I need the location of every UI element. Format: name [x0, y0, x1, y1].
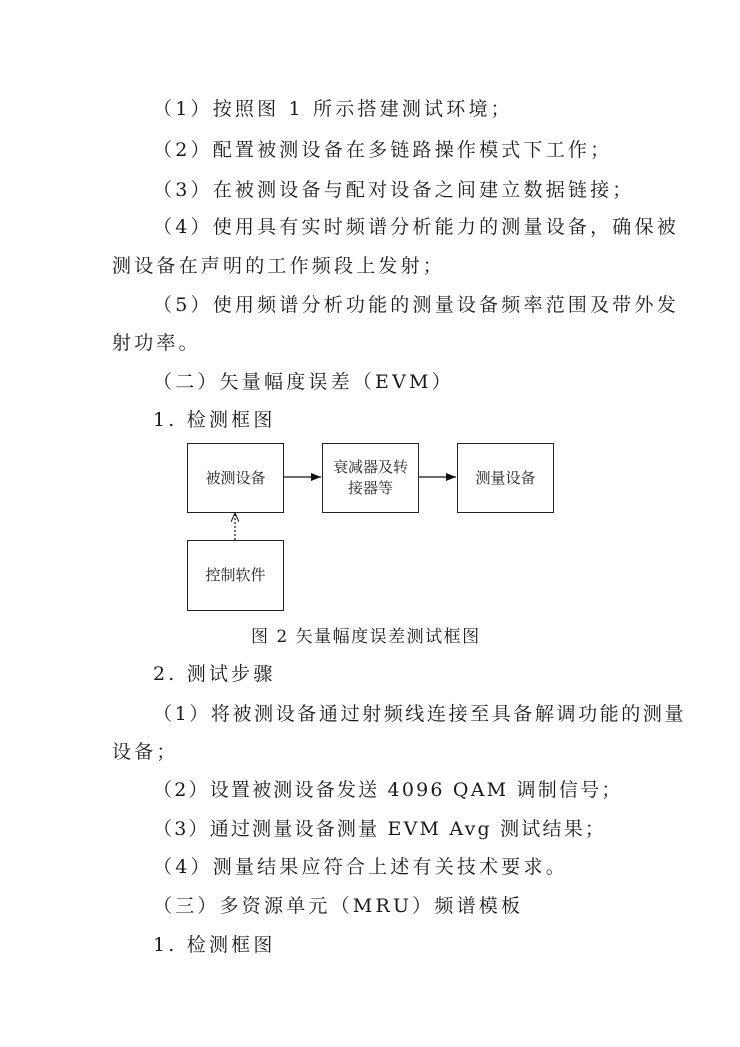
evm-step-4: （4）测量结果应符合上述有关技术要求。: [153, 856, 568, 878]
evm-step-3: （3）通过测量设备测量 EVM Avg 测试结果；: [153, 818, 607, 840]
subheading-block-diagram-2: 1. 检测框图: [153, 934, 276, 956]
box-measurement-device: [457, 443, 554, 513]
step-4: （4）使用具有实时频谱分析能力的测量设备，确保被: [153, 216, 679, 238]
box-device-under-test: [187, 443, 284, 513]
evm-step-1: （1）将被测设备通过射频线连接至具备解调功能的测量: [153, 703, 687, 725]
box-control-software: [187, 540, 284, 611]
section-heading-mru: （三）多资源单元（MRU）频谱模板: [153, 895, 524, 917]
evm-step-2: （2）设置被测设备发送 4096 QAM 调制信号；: [153, 779, 623, 801]
box-dut-label: 被测设备: [205, 468, 266, 487]
step-3: （3）在被测设备与配对设备之间建立数据链接；: [153, 179, 635, 201]
step-4-cont: 测设备在声明的工作频段上发射；: [112, 255, 446, 277]
section-heading-evm: （二）矢量幅度误差（EVM）: [153, 371, 454, 393]
figure-caption: 图 2 矢量幅度误差测试框图: [251, 627, 481, 647]
box-attenuator-label-1: 衰减器及转: [332, 458, 408, 476]
step-5: （5）使用频谱分析功能的测量设备频率范围及带外发: [153, 294, 679, 316]
evm-step-1-cont: 设备；: [112, 741, 179, 763]
step-2: （2）配置被测设备在多链路操作模式下工作；: [153, 139, 613, 161]
box-attenuator-label-2: 接器等: [347, 479, 393, 497]
step-5-cont: 射功率。: [112, 332, 201, 354]
step-1: （1）按照图 1 所示搭建测试环境；: [153, 98, 513, 120]
box-control-label: 控制软件: [205, 566, 266, 584]
box-meter-label: 测量设备: [475, 468, 536, 487]
subheading-block-diagram: 1. 检测框图: [153, 409, 276, 431]
subheading-test-steps: 2. 测试步骤: [153, 663, 276, 685]
box-attenuator: [322, 443, 419, 513]
